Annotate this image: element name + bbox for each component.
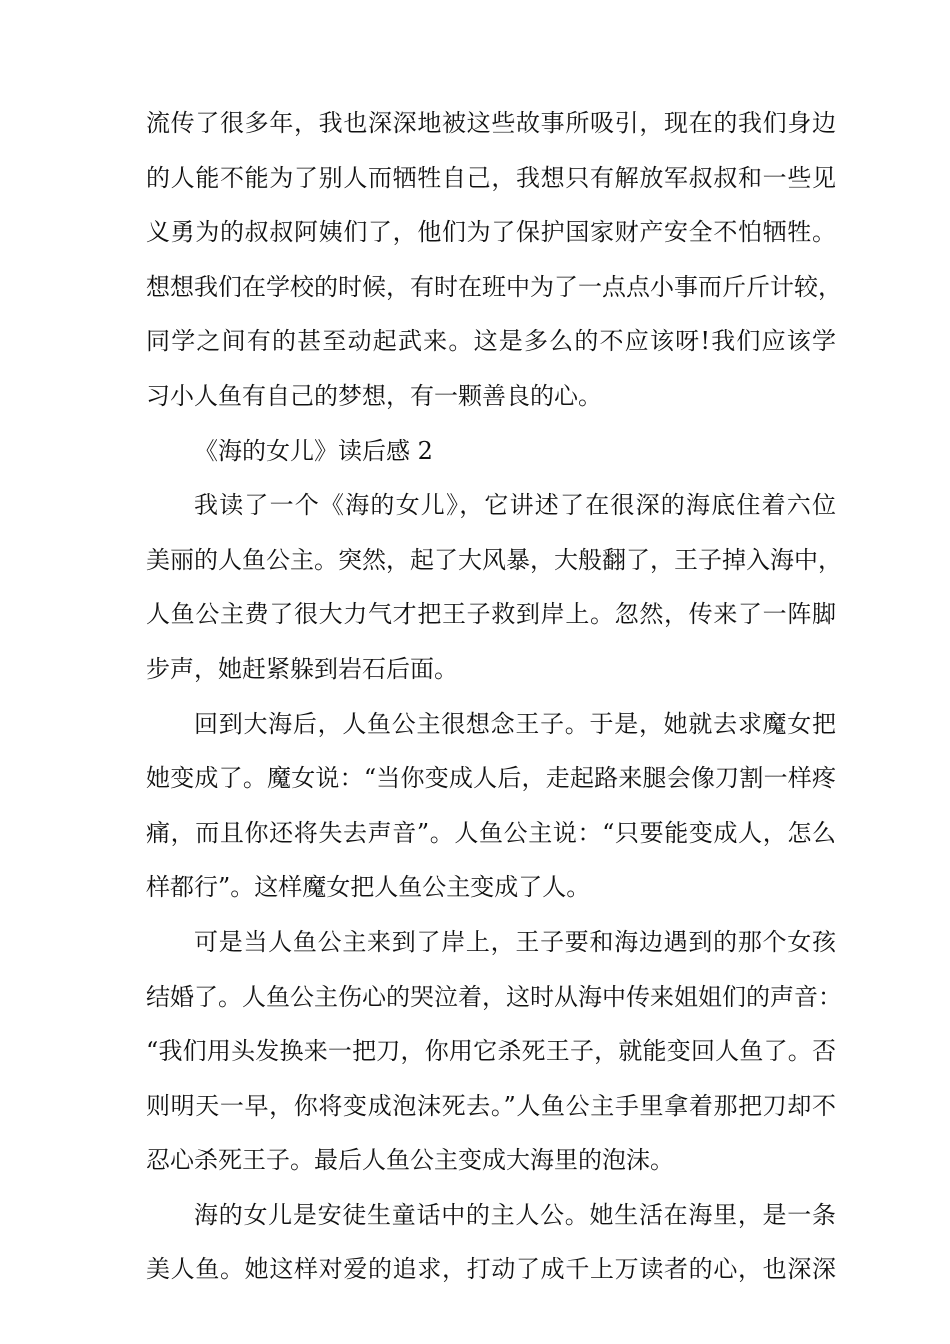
paragraph-first-line: 海的女儿是安徒生童话中的主人公。她生活在海里，是一条: [194, 1200, 836, 1229]
paragraph-first-line: 回到大海后，人鱼公主很想念王子。于是，她就去求魔女把: [194, 709, 836, 738]
text-line: 想想我们在学校的时候，有时在班中为了一点点小事而斤斤计较，: [146, 272, 842, 301]
text-line: 美丽的人鱼公主。突然，起了大风暴，大般翻了，王子掉入海中，: [146, 545, 842, 574]
text-line: “我们用头发换来一把刀，你用它杀死王子，就能变回人鱼了。否: [146, 1037, 836, 1066]
text-line: 痛，而且你还将失去声音”。人鱼公主说：“只要能变成人，怎么: [146, 818, 836, 847]
section-heading: 《海的女儿》读后感 2: [194, 436, 433, 465]
text-line: 美人鱼。她这样对爱的追求，打动了成千上万读者的心，也深深: [146, 1255, 836, 1284]
text-line: 义勇为的叔叔阿姨们了，他们为了保护国家财产安全不怕牺牲。: [146, 218, 836, 247]
text-line: 结婚了。人鱼公主伤心的哭泣着，这时从海中传来姐姐们的声音：: [146, 982, 842, 1011]
text-line: 人鱼公主费了很大力气才把王子救到岸上。忽然，传来了一阵脚: [146, 600, 836, 629]
text-line: 忍心杀死王子。最后人鱼公主变成大海里的泡沫。: [146, 1146, 674, 1175]
text-line: 步声，她赶紧躲到岩石后面。: [146, 654, 458, 683]
text-line: 的人能不能为了别人而牺牲自己，我想只有解放军叔叔和一些见: [146, 163, 836, 192]
body-text: [146, 96, 842, 1297]
text-line: 她变成了。魔女说：“当你变成人后，走起路来腿会像刀割一样疼: [146, 764, 836, 793]
paragraph-first-line: 可是当人鱼公主来到了岸上，王子要和海边遇到的那个女孩: [194, 927, 836, 956]
text-line: 习小人鱼有自己的梦想，有一颗善良的心。: [146, 381, 602, 410]
text-line: 则明天一早，你将变成泡沫死去。”人鱼公主手里拿着那把刀却不: [146, 1091, 836, 1120]
text-line: 同学之间有的甚至动起武来。这是多么的不应该呀!我们应该学: [146, 327, 836, 356]
paragraph-first-line: 我读了一个《海的女儿》，它讲述了在很深的海底住着六位: [194, 491, 836, 520]
text-line: 样都行”。这样魔女把人鱼公主变成了人。: [146, 873, 591, 902]
text-line: 流传了很多年，我也深深地被这些故事所吸引，现在的我们身边: [146, 109, 836, 137]
